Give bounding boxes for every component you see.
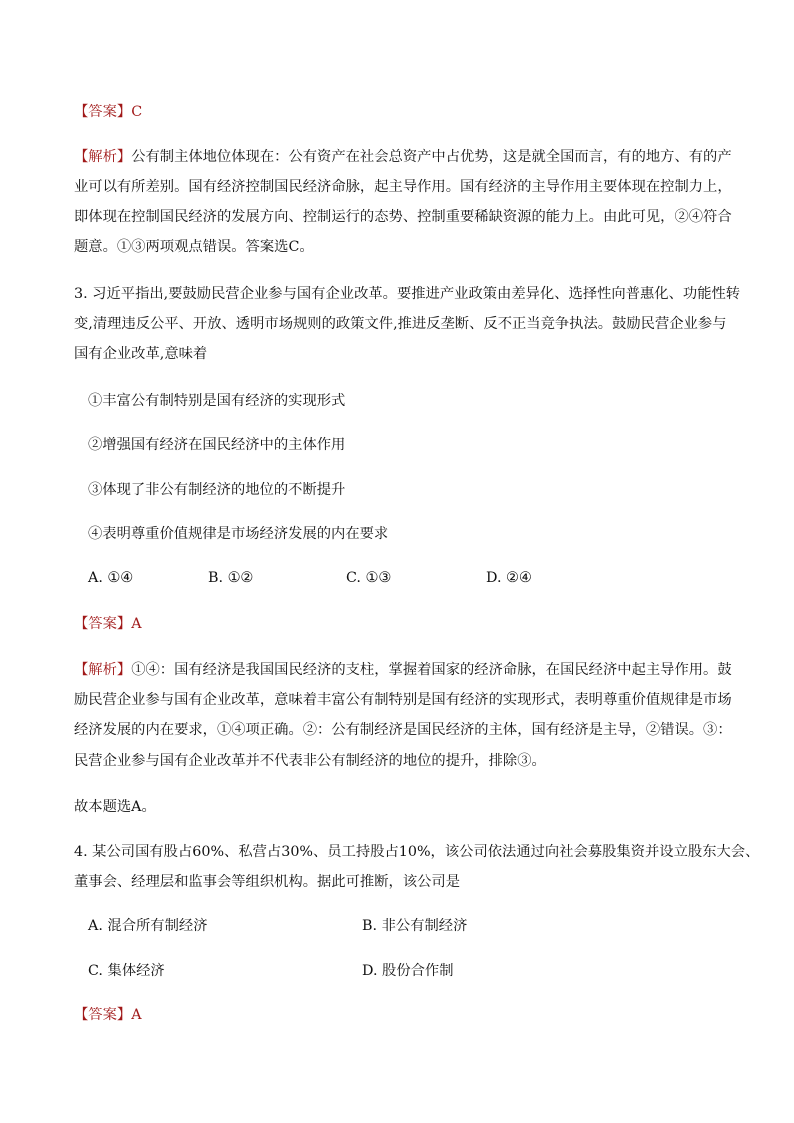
analysis-q2-line-2: 业可以有所差别。国有经济控制国民经济命脉，起主导作用。国有经济的主导作用主要体现在控制力上， xyxy=(74,179,732,195)
analysis-q2-line-4: 题意。①③两项观点错误。答案选C。 xyxy=(74,239,314,255)
analysis-q3-line-1: 【解析】①④：国有经济是我国国民经济的支柱，掌握着国家的经济命脉，在国民经济中起主导作用。鼓 xyxy=(74,662,732,678)
answer-value: C xyxy=(131,104,143,120)
analysis-q3-line-3: 经济发展的内在要求，①④项正确。②：公有制经济是国民经济的主体，国有经济是主导，②错误。③： xyxy=(74,722,732,738)
q4-choice-c: C. 集体经济 xyxy=(88,963,165,979)
q3-stem-line-3: 国有企业改革,意味着 xyxy=(74,346,208,362)
answer-q4 xyxy=(74,1005,142,1025)
q3-stem-line-1: 3. 习近平指出,要鼓励民营企业参与国有企业改革。要推进产业政策由差异化、选择性向普惠化、功能性转 xyxy=(74,286,741,302)
analysis-q2-line-1: 【解析】公有制主体地位体现在：公有资产在社会总资产中占优势，这是就全国而言，有的地方、有的产 xyxy=(74,149,732,165)
q3-stem-line-2: 变,清理违反公平、开放、透明市场规则的政策文件,推进反垄断、反不正当竞争执法。鼓励民营企业参与 xyxy=(74,316,727,332)
q4-stem-line-2: 董事会、经理层和监事会等组织机构。据此可推断，该公司是 xyxy=(74,874,461,890)
answer-value: A xyxy=(131,616,142,632)
q3-choice-d: D. ②④ xyxy=(486,570,532,586)
answer-q3 xyxy=(74,614,142,634)
answer-q2 xyxy=(74,102,142,122)
analysis-q2-line-3: 即体现在控制国民经济的发展方向、控制运行的态势、控制重要稀缺资源的能力上。由此可见，②④符合 xyxy=(74,209,732,225)
analysis-q3-line-2: 励民营企业参与国有企业改革，意味着丰富公有制特别是国有经济的实现形式，表明尊重价值规律是市场 xyxy=(74,692,732,708)
analysis-q3-conclusion: 故本题选A。 xyxy=(74,799,156,815)
q4-choice-a: A. 混合所有制经济 xyxy=(88,918,208,934)
answer-label: 【答案】 xyxy=(74,1007,132,1023)
q3-choice-a: A. ①④ xyxy=(88,570,134,586)
q3-item-4: ④表明尊重价值规律是市场经济发展的内在要求 xyxy=(88,526,389,542)
q3-item-2: ②增强国有经济在国民经济中的主体作用 xyxy=(88,437,346,453)
q3-choice-b: B. ①② xyxy=(208,570,254,586)
q3-choice-c: C. ①③ xyxy=(346,570,392,586)
analysis-label: 【解析】 xyxy=(74,662,132,678)
answer-value: A xyxy=(131,1007,142,1023)
q4-choice-d: D. 股份合作制 xyxy=(362,963,454,979)
q4-choice-b: B. 非公有制经济 xyxy=(362,918,468,934)
answer-label: 【答案】 xyxy=(74,104,132,120)
answer-label: 【答案】 xyxy=(74,616,132,632)
q4-stem-line-1: 4. 某公司国有股占60%、私营占30%、员工持股占10%，该公司依法通过向社会募股集资并设立股东大会、 xyxy=(74,844,760,860)
q3-item-3: ③体现了非公有制经济的地位的不断提升 xyxy=(88,482,346,498)
q3-item-1: ①丰富公有制特别是国有经济的实现形式 xyxy=(88,393,346,409)
analysis-label: 【解析】 xyxy=(74,149,132,165)
analysis-q3-line-4: 民营企业参与国有企业改革并不代表非公有制经济的地位的提升，排除③。 xyxy=(74,753,546,769)
